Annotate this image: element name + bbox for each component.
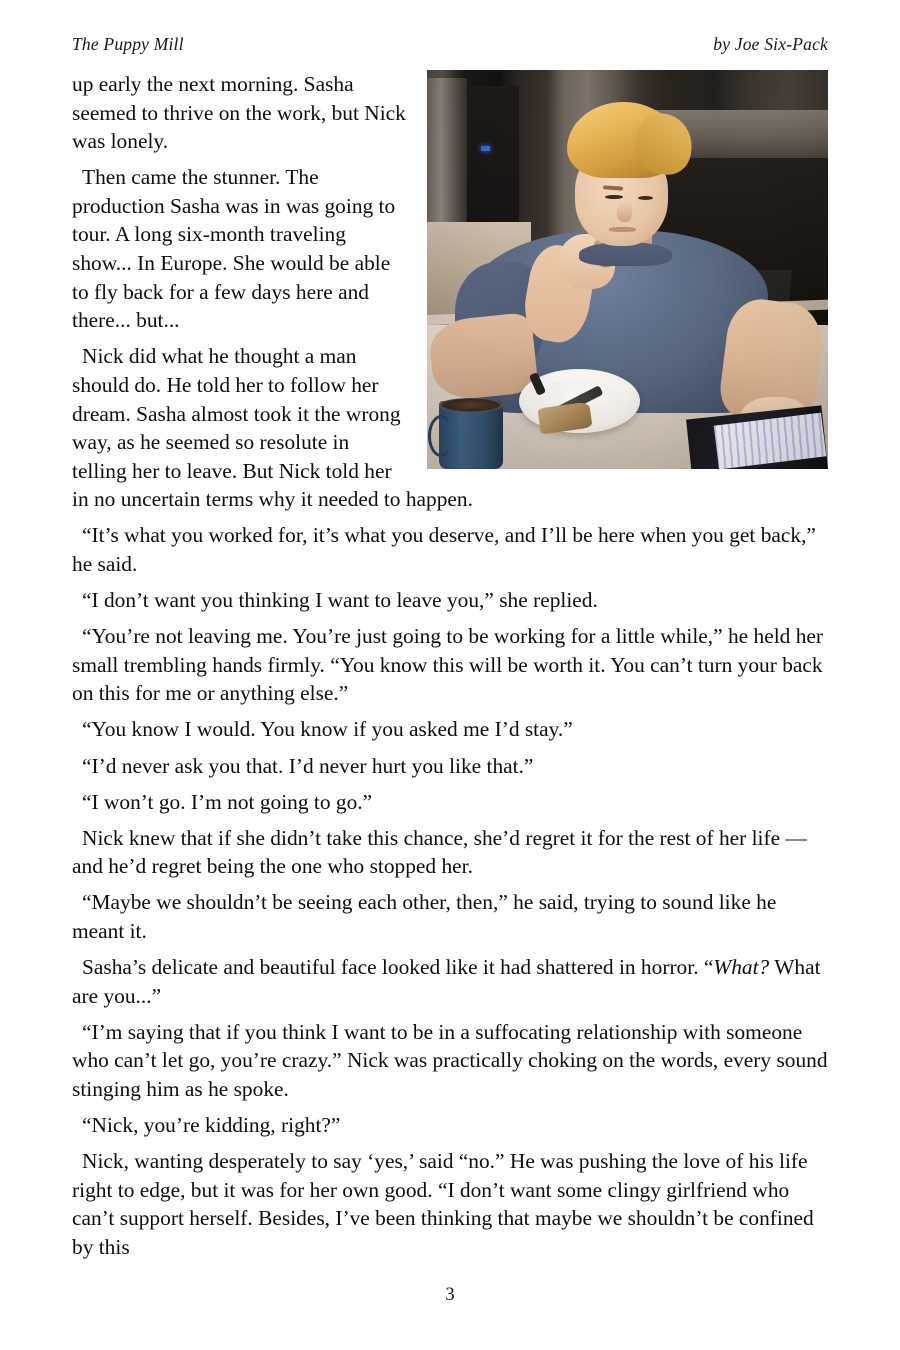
body-text	[72, 70, 828, 1262]
paragraph: up early the next morning. Sasha seemed to thrive on the work, but Nick was lonely.	[72, 72, 406, 154]
photo-illustration	[427, 70, 828, 469]
paragraph: “You’re not leaving me. You’re just going to be working for a little while,” he held her small trembling hands firmly. “You know this will be worth it. You can’t turn your back on this for me or anything else.”	[72, 624, 824, 706]
paragraph	[72, 953, 828, 1010]
paragraph: “Maybe we shouldn’t be seeing each other, then,” he said, trying to sound like he meant it.	[72, 890, 777, 944]
paragraph: “It’s what you worked for, it’s what you deserve, and I’ll be here when you get back,” he said.	[72, 523, 816, 576]
paragraph: Nick knew that if she didn’t take this chance, she’d regret it for the rest of her life — and he’d regret being the one who stopped her.	[72, 825, 807, 879]
paragraph: Nick, wanting desperately to say ‘yes,’ said “no.” He was pushing the love of his life right to edge, but it was for her own good. “I don’t want some clingy girlfriend who can’t support herself. Besides, I’ve been thinking that maybe we shouldn’t be confined by this	[72, 1149, 814, 1259]
running-head-author: by Joe Six-Pack	[713, 34, 828, 54]
photo-coffee-surface	[439, 398, 503, 412]
photo-subject-eye-right	[638, 196, 653, 200]
running-head-title: The Puppy Mill	[72, 34, 184, 54]
paragraph-text: What are you...”	[72, 955, 821, 1008]
paragraph: “I don’t want you thinking I want to leave you,” she replied.	[82, 588, 598, 613]
photo-appliance-led-icon	[481, 146, 490, 152]
paragraph: Then came the stunner. The production Sasha was in was going to tour. A long six-month traveling show... In Europe. She would be able to fly back for a few days here and there... but...	[72, 165, 396, 333]
photo-mug-handle	[428, 415, 454, 457]
running-head	[72, 34, 828, 58]
figure-photo	[427, 70, 828, 469]
photo-subject-mouth	[609, 227, 635, 232]
photo-subject-nose	[617, 202, 631, 222]
emphasis-what: What?	[713, 955, 770, 980]
paragraph: “I’m saying that if you think I want to be in a suffocating relationship with someone who can’t let go, you’re crazy.” Nick was practically choking on the words, every sound stinging him as he spoke.	[72, 1019, 828, 1101]
paragraph: “You know I would. You know if you asked me I’d stay.”	[82, 717, 573, 742]
page-number: 3	[445, 1285, 455, 1305]
paragraph-text: Sasha’s delicate and beautiful face looked like it had shattered in horror. “	[82, 955, 714, 980]
paragraph: “Nick, you’re kidding, right?”	[82, 1113, 341, 1138]
paragraph: “I’d never ask you that. I’d never hurt you like that.”	[82, 753, 534, 778]
paragraph: “I won’t go. I’m not going to go.”	[82, 789, 373, 814]
paragraph: Nick did what he thought a man should do. He told her to follow her dream. Sasha almost took it the wrong way, as he seemed so resolute in telling her to leave. But Nick told her in no uncertain terms why it needed to happen.	[72, 344, 473, 512]
